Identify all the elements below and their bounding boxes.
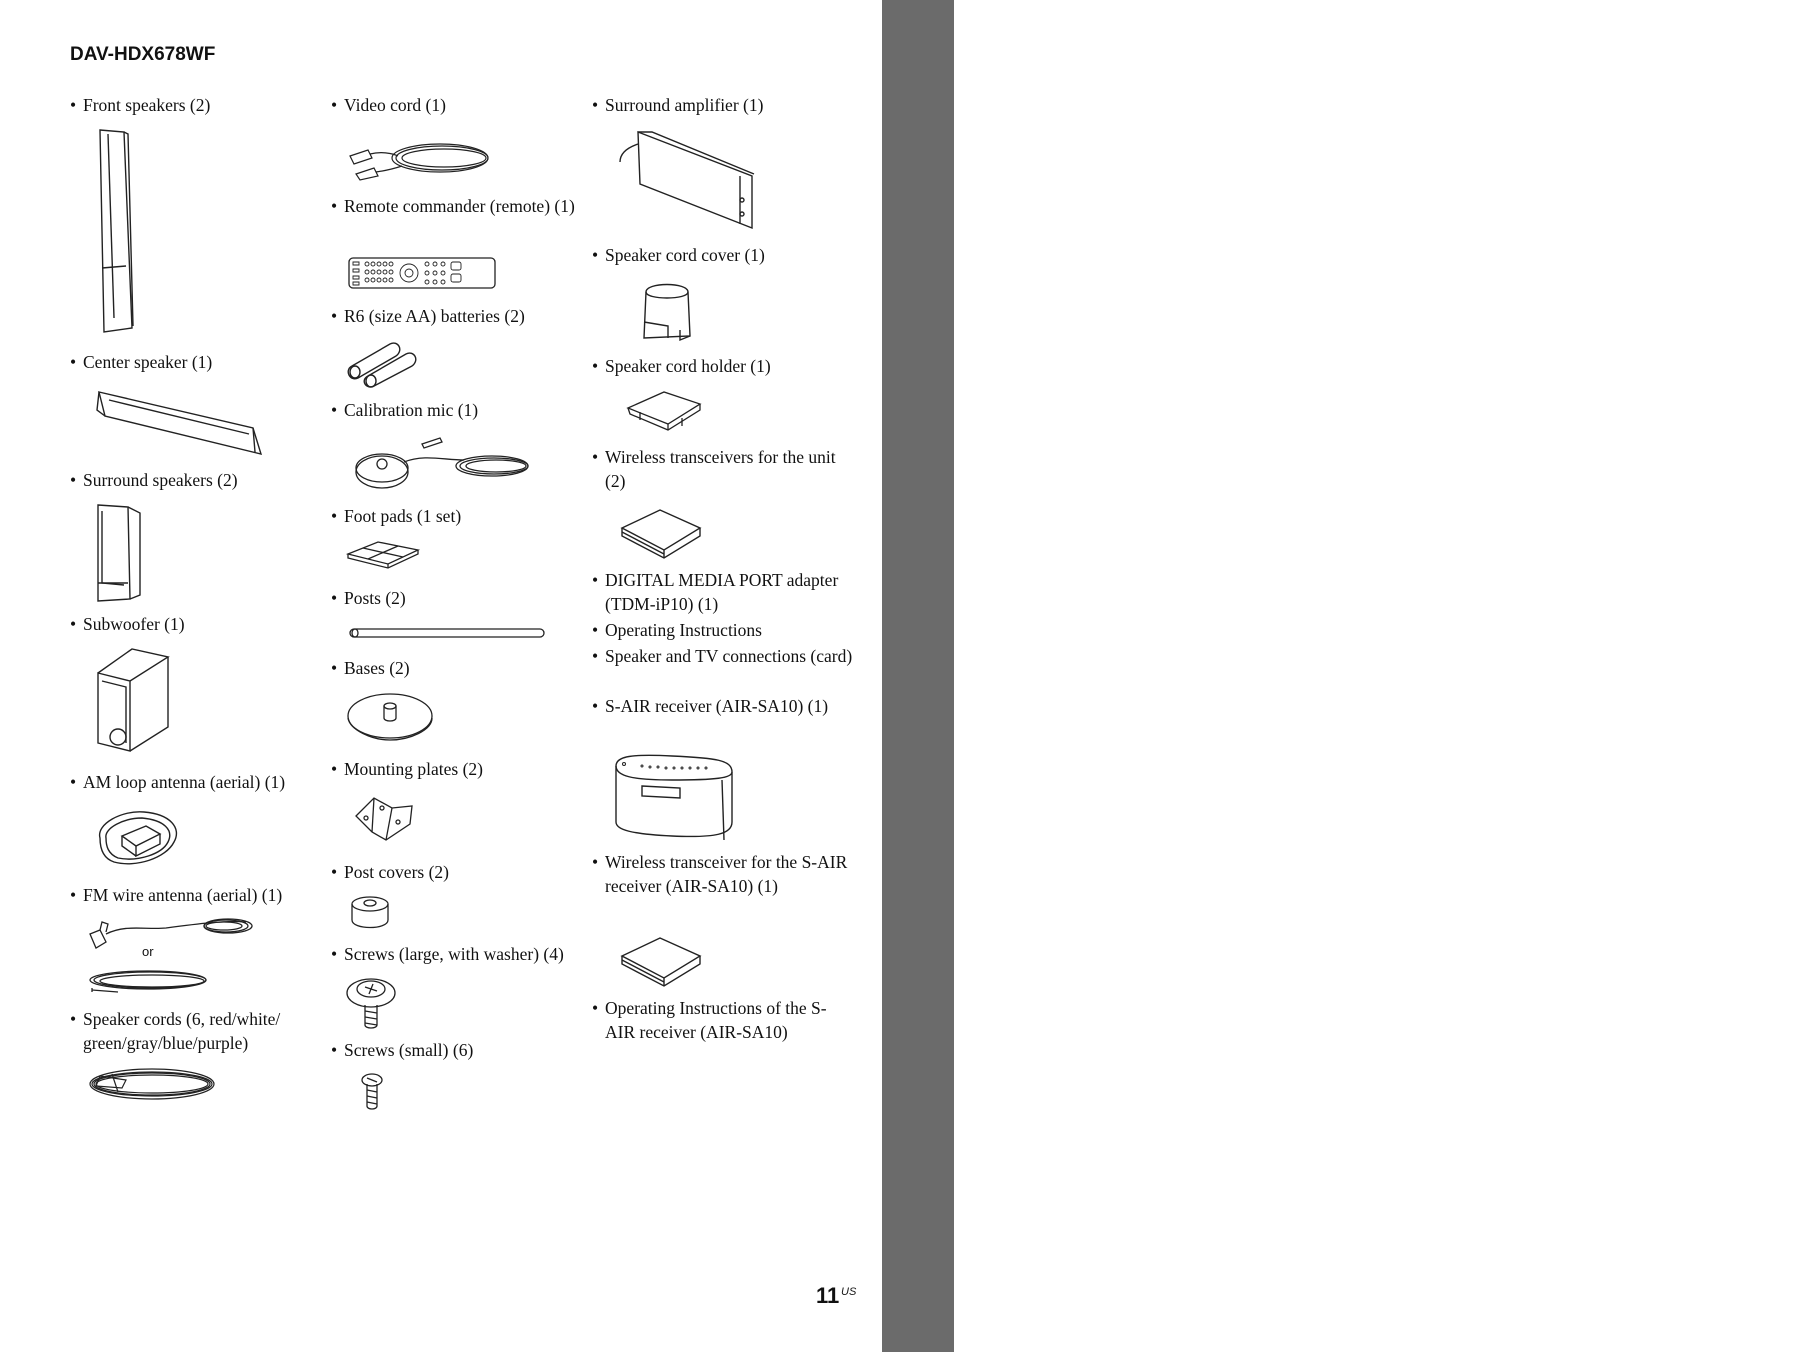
list-item: • Remote commander (remote) (1) [331,194,594,218]
list-item: • Foot pads (1 set) [331,504,594,528]
fm-wire-antenna-alt-icon [88,968,210,996]
list-item: • Surround speakers (2) [70,468,323,492]
small-screw-icon [360,1072,384,1112]
list-item: • Speaker cord holder (1) [592,354,855,378]
page-number-suffix: US [841,1286,857,1298]
cord-holder-icon [624,388,704,434]
transceiver-icon [618,933,704,989]
page-number: 11 [816,1283,840,1308]
post-cover-icon [348,894,392,932]
speaker-cords-icon [86,1066,216,1102]
list-item: • Speaker cords (6, red/white/ green/gray/blue/purple) [70,1007,323,1055]
cord-cover-icon [640,278,696,342]
fm-wire-antenna-icon [86,914,254,952]
surround-speaker-icon [94,503,144,603]
model-heading: DAV-HDX678WF [70,44,216,65]
list-item: • DIGITAL MEDIA PORT adapter (TDM-iP10) (1) [592,568,855,616]
batteries-icon [346,338,422,388]
section-tab-label: Getting Started [1790,125,1811,247]
list-item: • Center speaker (1) [70,350,323,374]
alternative-separator: or [142,944,154,959]
s-air-receiver-icon [612,752,736,842]
list-item: • Speaker and TV connections (card) [592,644,855,668]
list-item: • Wireless transceivers for the unit (2) [592,445,855,493]
surround-amplifier-icon [616,128,756,232]
mounting-plate-icon [352,794,416,844]
post-icon [348,626,546,640]
list-item: • Screws (small) (6) [331,1038,594,1062]
list-item: • Post covers (2) [331,860,594,884]
list-item: • Front speakers (2) [70,93,323,117]
list-item: • Video cord (1) [331,93,594,117]
list-item: • Speaker cord cover (1) [592,243,855,267]
list-item: • Posts (2) [331,586,594,610]
list-item: • Operating Instructions of the S-AIR receiver (AIR-SA10) [592,996,855,1044]
section-tab [882,0,1811,1352]
subwoofer-icon [96,647,172,753]
large-screw-icon [345,975,397,1031]
list-item: • R6 (size AA) batteries (2) [331,304,594,328]
base-icon [346,690,436,744]
list-item: • FM wire antenna (aerial) (1) [70,883,323,907]
list-item: • Surround amplifier (1) [592,93,855,117]
am-loop-antenna-icon [92,806,182,870]
calibration-mic-icon [354,434,534,492]
list-item: • Subwoofer (1) [70,612,323,636]
list-item: • Operating Instructions [592,618,855,642]
list-item: • Wireless transceiver for the S-AIR receiver (AIR-SA10) (1) [592,850,855,898]
transceiver-icon [618,506,704,560]
list-item: • Calibration mic (1) [331,398,594,422]
list-item: • Screws (large, with washer) (4) [331,942,604,966]
list-item: • S-AIR receiver (AIR-SA10) (1) [592,694,855,718]
list-item: • Mounting plates (2) [331,757,594,781]
front-speaker-icon [96,128,136,334]
video-cord-icon [346,130,494,182]
list-item: • AM loop antenna (aerial) (1) [70,770,323,794]
center-speaker-icon [95,388,263,460]
foot-pads-icon [346,540,420,570]
list-item: • Bases (2) [331,656,594,680]
remote-icon [347,256,497,290]
